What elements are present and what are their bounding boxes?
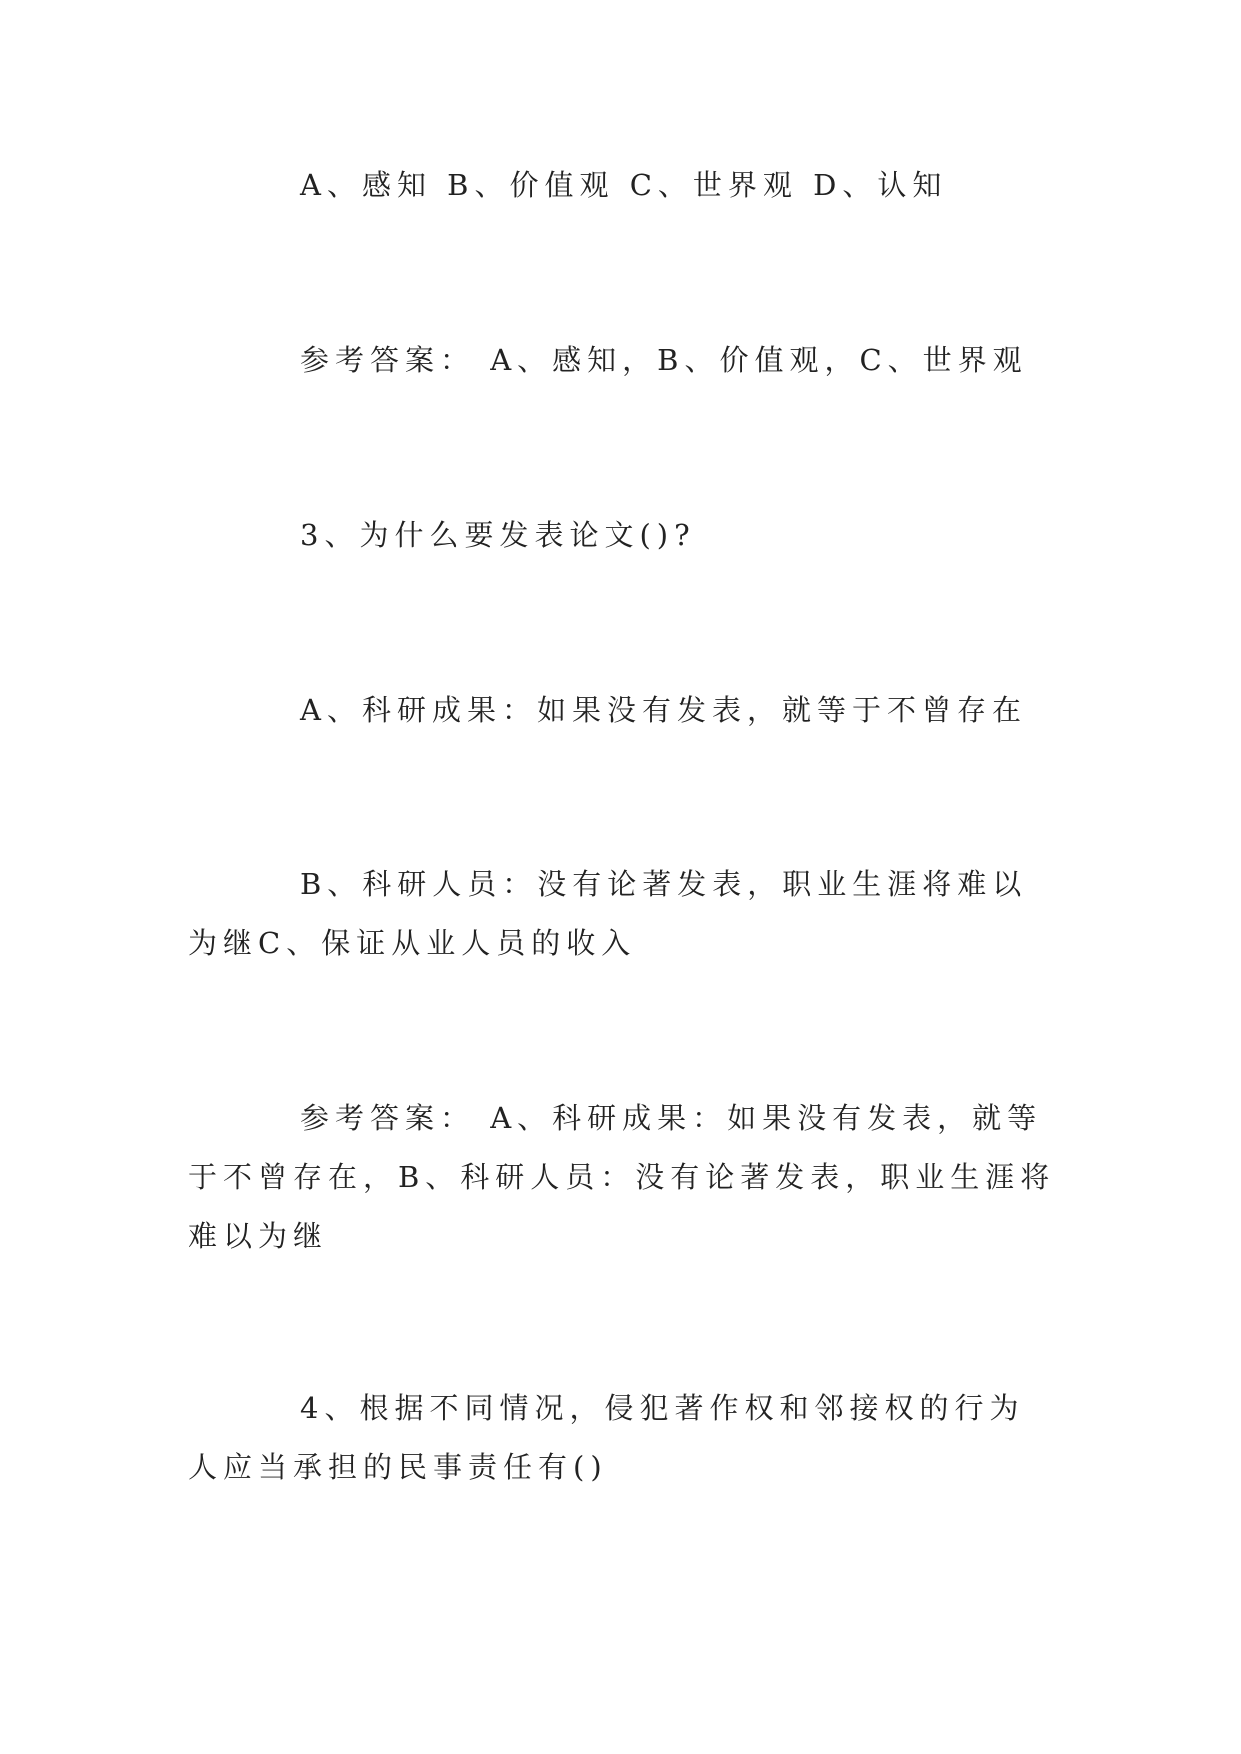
question-4-title: 4、根据不同情况，侵犯著作权和邻接权的行为人应当承担的民事责任有() — [188, 1391, 1025, 1484]
question-3-answer: 参考答案： A、科研成果：如果没有发表，就等于不曾存在，B、科研人员：没有论著发表，职业生涯将难以为继 — [188, 1101, 1056, 1253]
question-2-answer: 参考答案： A、感知，B、价值观，C、世界观 — [300, 343, 1028, 377]
question-3-title: 3、为什么要发表论文()? — [300, 518, 696, 552]
question-2-options: A、感知 B、价值观 C、世界观 D、认知 — [300, 168, 948, 202]
question-3-option-a: A、科研成果：如果没有发表，就等于不曾存在 — [300, 693, 1027, 727]
question-3-option-b-c: B、科研人员：没有论著发表，职业生涯将难以为继C、保证从业人员的收入 — [188, 867, 1028, 960]
